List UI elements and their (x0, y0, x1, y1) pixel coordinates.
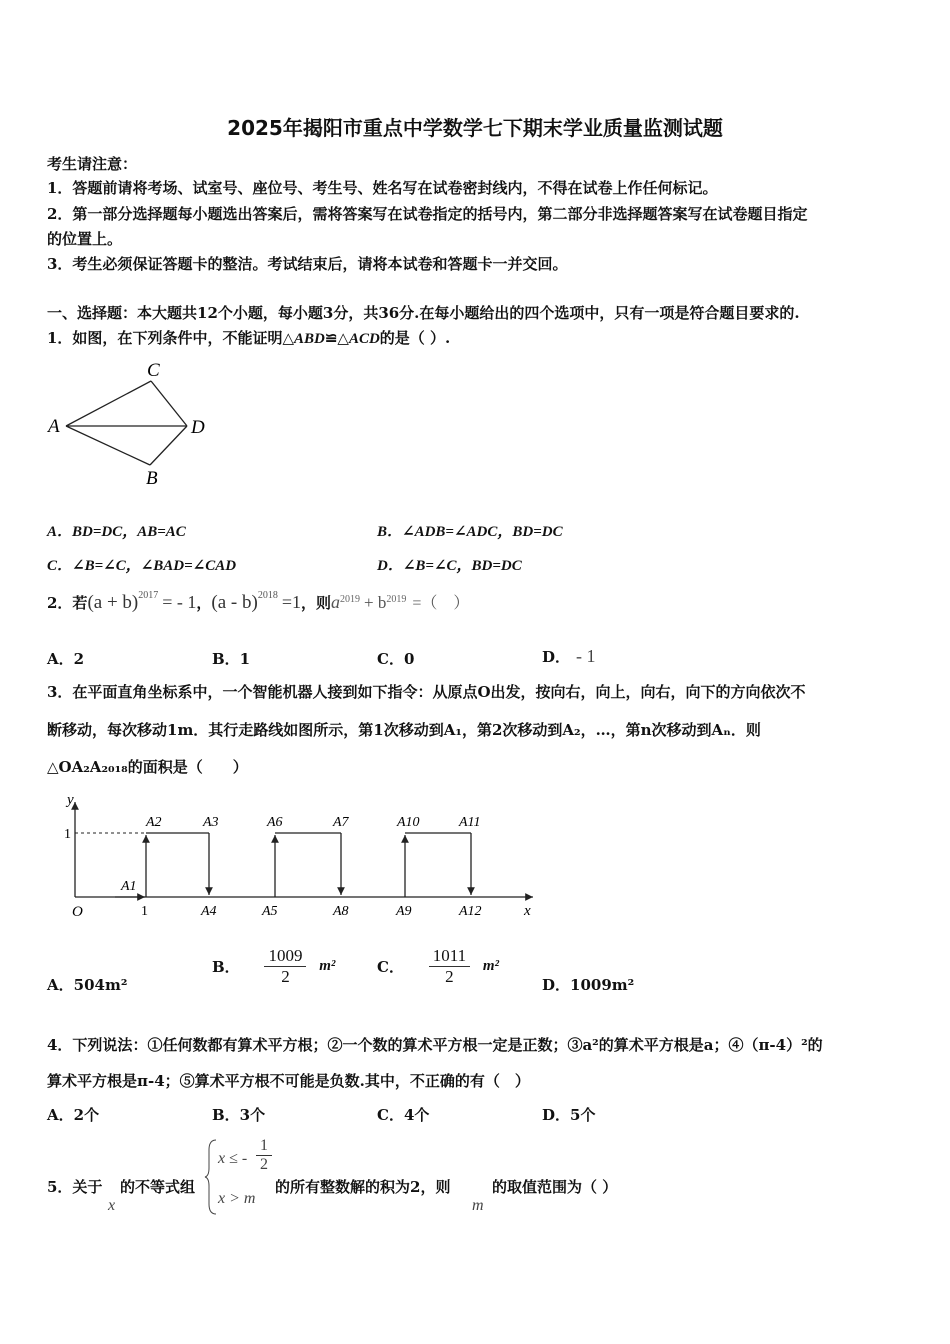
q1-option-b[interactable]: B．∠ADB=∠ADC，BD=DC (377, 524, 563, 540)
notice-heading: 考生请注意： (47, 155, 138, 173)
q4-line-2: 算术平方根是π-4；⑤算术平方根不可能是负数.其中，不正确的有（ ） (47, 1072, 530, 1090)
q3-line-3: △OA₂A₂₀₁₈的面积是（ ） (47, 758, 248, 776)
label-A1: A1 (121, 879, 137, 894)
q3-option-d[interactable]: D．1009m² (542, 976, 635, 994)
q4-option-a[interactable]: A．2个 (47, 1106, 100, 1124)
point-label-C: C (147, 360, 160, 381)
segment-AB (66, 426, 150, 465)
q3-option-c[interactable]: C． $\frac{1011}{2}$ m² (377, 946, 500, 986)
notice-item-3: 3．考生必须保证答题卡的整洁。考试结束后，请将本试卷和答题卡一并交回。 (47, 255, 568, 273)
origin-label: O (72, 904, 83, 920)
point-label-A: A (48, 416, 60, 437)
q5-prefix: 5．关于 (47, 1178, 103, 1196)
q5-inequality-2: x > m (218, 1190, 256, 1207)
section-heading: 一、选择题：本大题共12个小题，每小题3分，共36分.在每小题给出的四个选项中，只有一项是符合题目要求的. (47, 304, 800, 322)
point-label-B: B (146, 468, 158, 489)
segment-BD (150, 426, 187, 465)
q5-variable-x: x (108, 1197, 116, 1214)
q2-stem: 2．若$(a + b)^{2017}$ = - 1，(a - b)$^{2018}$ =1，则$a^{2019} + b^{2019}$ =（ ） (47, 590, 470, 613)
q3-robot-path-graph (55, 790, 555, 930)
q2-option-a[interactable]: A．2 (47, 650, 85, 668)
q3-option-c-fraction: $\frac{1011}{2}$ (429, 946, 470, 987)
label-A2: A2 (146, 815, 162, 830)
notice-item-2a: 2．第一部分选择题每小题选出答案后，需将答案写在试卷指定的括号内，第二部分非选择题答案写在试卷题目指定 (47, 205, 808, 223)
label-A6: A6 (267, 815, 283, 830)
notice-item-2b: 的位置上。 (47, 230, 123, 248)
label-A12: A12 (459, 904, 482, 919)
q4-option-d[interactable]: D．5个 (542, 1106, 596, 1124)
q2-option-c[interactable]: C．0 (377, 650, 415, 668)
q5-variable-m: m (472, 1197, 484, 1214)
q1-option-d[interactable]: D．∠B=∠C，BD=DC (377, 558, 522, 574)
q3-option-b-fraction: $\frac{1009}{2}$ (264, 946, 306, 987)
q3-option-b[interactable]: B． $\frac{1009}{2}$ m² (212, 946, 336, 986)
segment-AC (66, 381, 151, 426)
q4-line-1: 4．下列说法：①任何数都有算术平方根；②一个数的算术平方根一定是正数；③a²的算术平方根是a；④（π-4）²的 (47, 1036, 823, 1054)
label-A3: A3 (203, 815, 219, 830)
q4-option-c[interactable]: C．4个 (377, 1106, 430, 1124)
label-A10: A10 (397, 815, 420, 830)
label-A5: A5 (262, 904, 278, 919)
q5-mid-text: 的不等式组 (120, 1178, 196, 1196)
y-axis-label: y (67, 792, 74, 808)
label-A11: A11 (459, 815, 481, 830)
label-A7: A7 (333, 815, 349, 830)
y-tick-1: 1 (64, 827, 71, 842)
segment-CD (151, 381, 187, 426)
label-A8: A8 (333, 904, 349, 919)
q5-after-text: 的所有整数解的积为2，则 (275, 1178, 451, 1196)
q1-triangle-figure (44, 356, 224, 491)
q2-option-d[interactable]: D． - 1 (542, 646, 596, 666)
q1-stem: 1．如图，在下列条件中，不能证明△ABD≌△ACD的是（ ）. (47, 329, 451, 347)
notice-item-1: 1．答题前请将考场、试室号、座位号、考生号、姓名写在试卷密封线内，不得在试卷上作任何标记。 (47, 179, 718, 197)
q2-option-b[interactable]: B．1 (212, 650, 251, 668)
q3-line-2: 断移动，每次移动1m．其行走路线如图所示，第1次移动到A₁，第2次移动到A₂，…，第n次移动到Aₙ．则 (47, 721, 761, 739)
q1-option-a[interactable]: A．BD=DC，AB=AC (47, 524, 186, 540)
q5-end-text: 的取值范围为（ ） (492, 1178, 618, 1196)
q3-line-1: 3．在平面直角坐标系中，一个智能机器人接到如下指令：从原点O出发，按向右，向上，向右，向下的方向依次不 (47, 683, 806, 701)
q4-option-b[interactable]: B．3个 (212, 1106, 266, 1124)
q1-option-c[interactable]: C．∠B=∠C，∠BAD=∠CAD (47, 558, 237, 574)
label-A4: A4 (201, 904, 217, 919)
q5-inequality-1: x ≤ - (218, 1150, 248, 1167)
x-tick-1: 1 (141, 904, 148, 919)
q3-option-a[interactable]: A．504m² (47, 976, 128, 994)
point-label-D: D (191, 417, 205, 438)
q5-inequality-1-fraction: $\frac{1}{2}$ (256, 1137, 272, 1174)
q5-brace (204, 1138, 218, 1216)
page-title: 2025年揭阳市重点中学数学七下期末学业质量监测试题 (227, 116, 723, 140)
label-A9: A9 (396, 904, 412, 919)
x-axis-label: x (524, 903, 531, 919)
